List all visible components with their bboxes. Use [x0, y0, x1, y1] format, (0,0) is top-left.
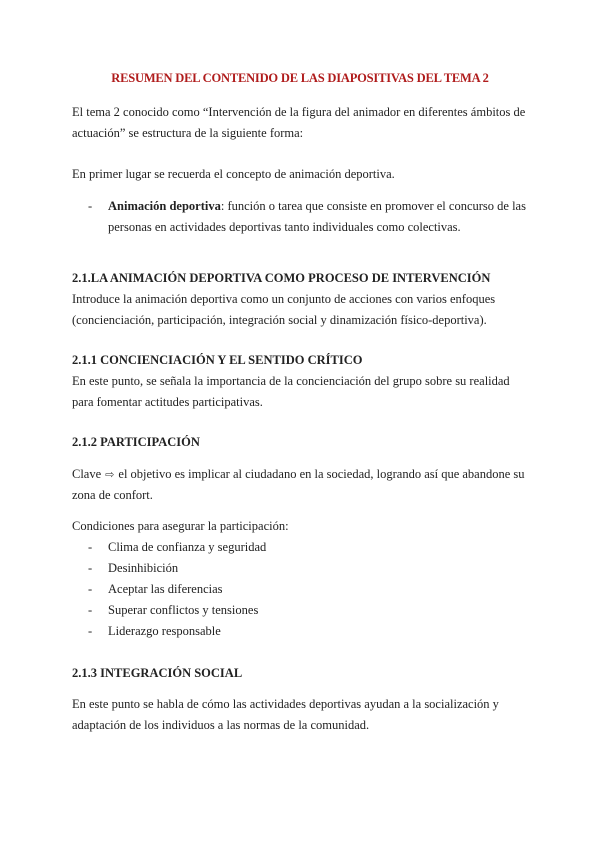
- definition-text: : función o tarea que consiste en promover el concurso de las personas en actividades deportivas tanto individuales como colectivas.: [108, 199, 526, 234]
- intro-paragraph: El tema 2 conocido como “Intervención de la figura del animador en diferentes ámbitos de actuación” se estructura de la siguiente forma:: [72, 105, 526, 140]
- heading-2-1: 2.1.LA ANIMACIÓN DEPORTIVA COMO PROCESO DE INTERVENCIÓN: [72, 271, 491, 285]
- paragraph-2-1: Introduce la animación deportiva como un conjunto de acciones con varios enfoques (concienciación, participación, integración social y dinamización físico-deportiva).: [72, 292, 496, 327]
- definition-term: Animación deportiva: [108, 199, 221, 213]
- list-item: - Liderazgo responsable: [88, 621, 528, 642]
- clave-text: el objetivo es implicar al ciudadano en la sociedad, logrando así que abandone su zona de confort.: [72, 467, 525, 502]
- heading-2-1-3: 2.1.3 INTEGRACIÓN SOCIAL: [72, 666, 243, 680]
- list-item: - Desinhibición: [88, 558, 528, 579]
- clave-paragraph: [72, 464, 532, 506]
- heading-2-1-1: 2.1.1 CONCIENCIACIÓN Y EL SENTIDO CRÍTICO: [72, 353, 363, 367]
- first-place-paragraph: En primer lugar se recuerda el concepto de animación deportiva.: [72, 167, 395, 181]
- list-item: - Aceptar las diferencias: [88, 579, 528, 600]
- dash-marker: -: [88, 199, 93, 213]
- definition-item: [88, 196, 528, 238]
- dash-marker: -: [88, 582, 93, 596]
- list-item: - Clima de confianza y seguridad: [88, 537, 528, 558]
- dash-marker: -: [88, 561, 93, 575]
- clave-label: Clave: [72, 467, 102, 481]
- heading-2-1-2: 2.1.2 PARTICIPACIÓN: [72, 435, 200, 449]
- right-arrow-icon: ⇨: [105, 468, 115, 481]
- paragraph-2-1-1: En este punto, se señala la importancia de la concienciación del grupo sobre su realidad para fomentar actitudes participativas.: [72, 374, 510, 409]
- dash-marker: -: [88, 624, 93, 638]
- conditions-label: Condiciones para asegurar la participación:: [72, 519, 289, 533]
- paragraph-2-1-3: En este punto se habla de cómo las actividades deportivas ayudan a la socialización y adaptación de los individuos a las normas de la comunidad.: [72, 697, 499, 732]
- dash-marker: -: [88, 540, 93, 554]
- document-title: RESUMEN DEL CONTENIDO DE LAS DIAPOSITIVAS DEL TEMA 2: [111, 71, 489, 85]
- list-item: - Superar conflictos y tensiones: [88, 600, 528, 621]
- dash-marker: -: [88, 603, 93, 617]
